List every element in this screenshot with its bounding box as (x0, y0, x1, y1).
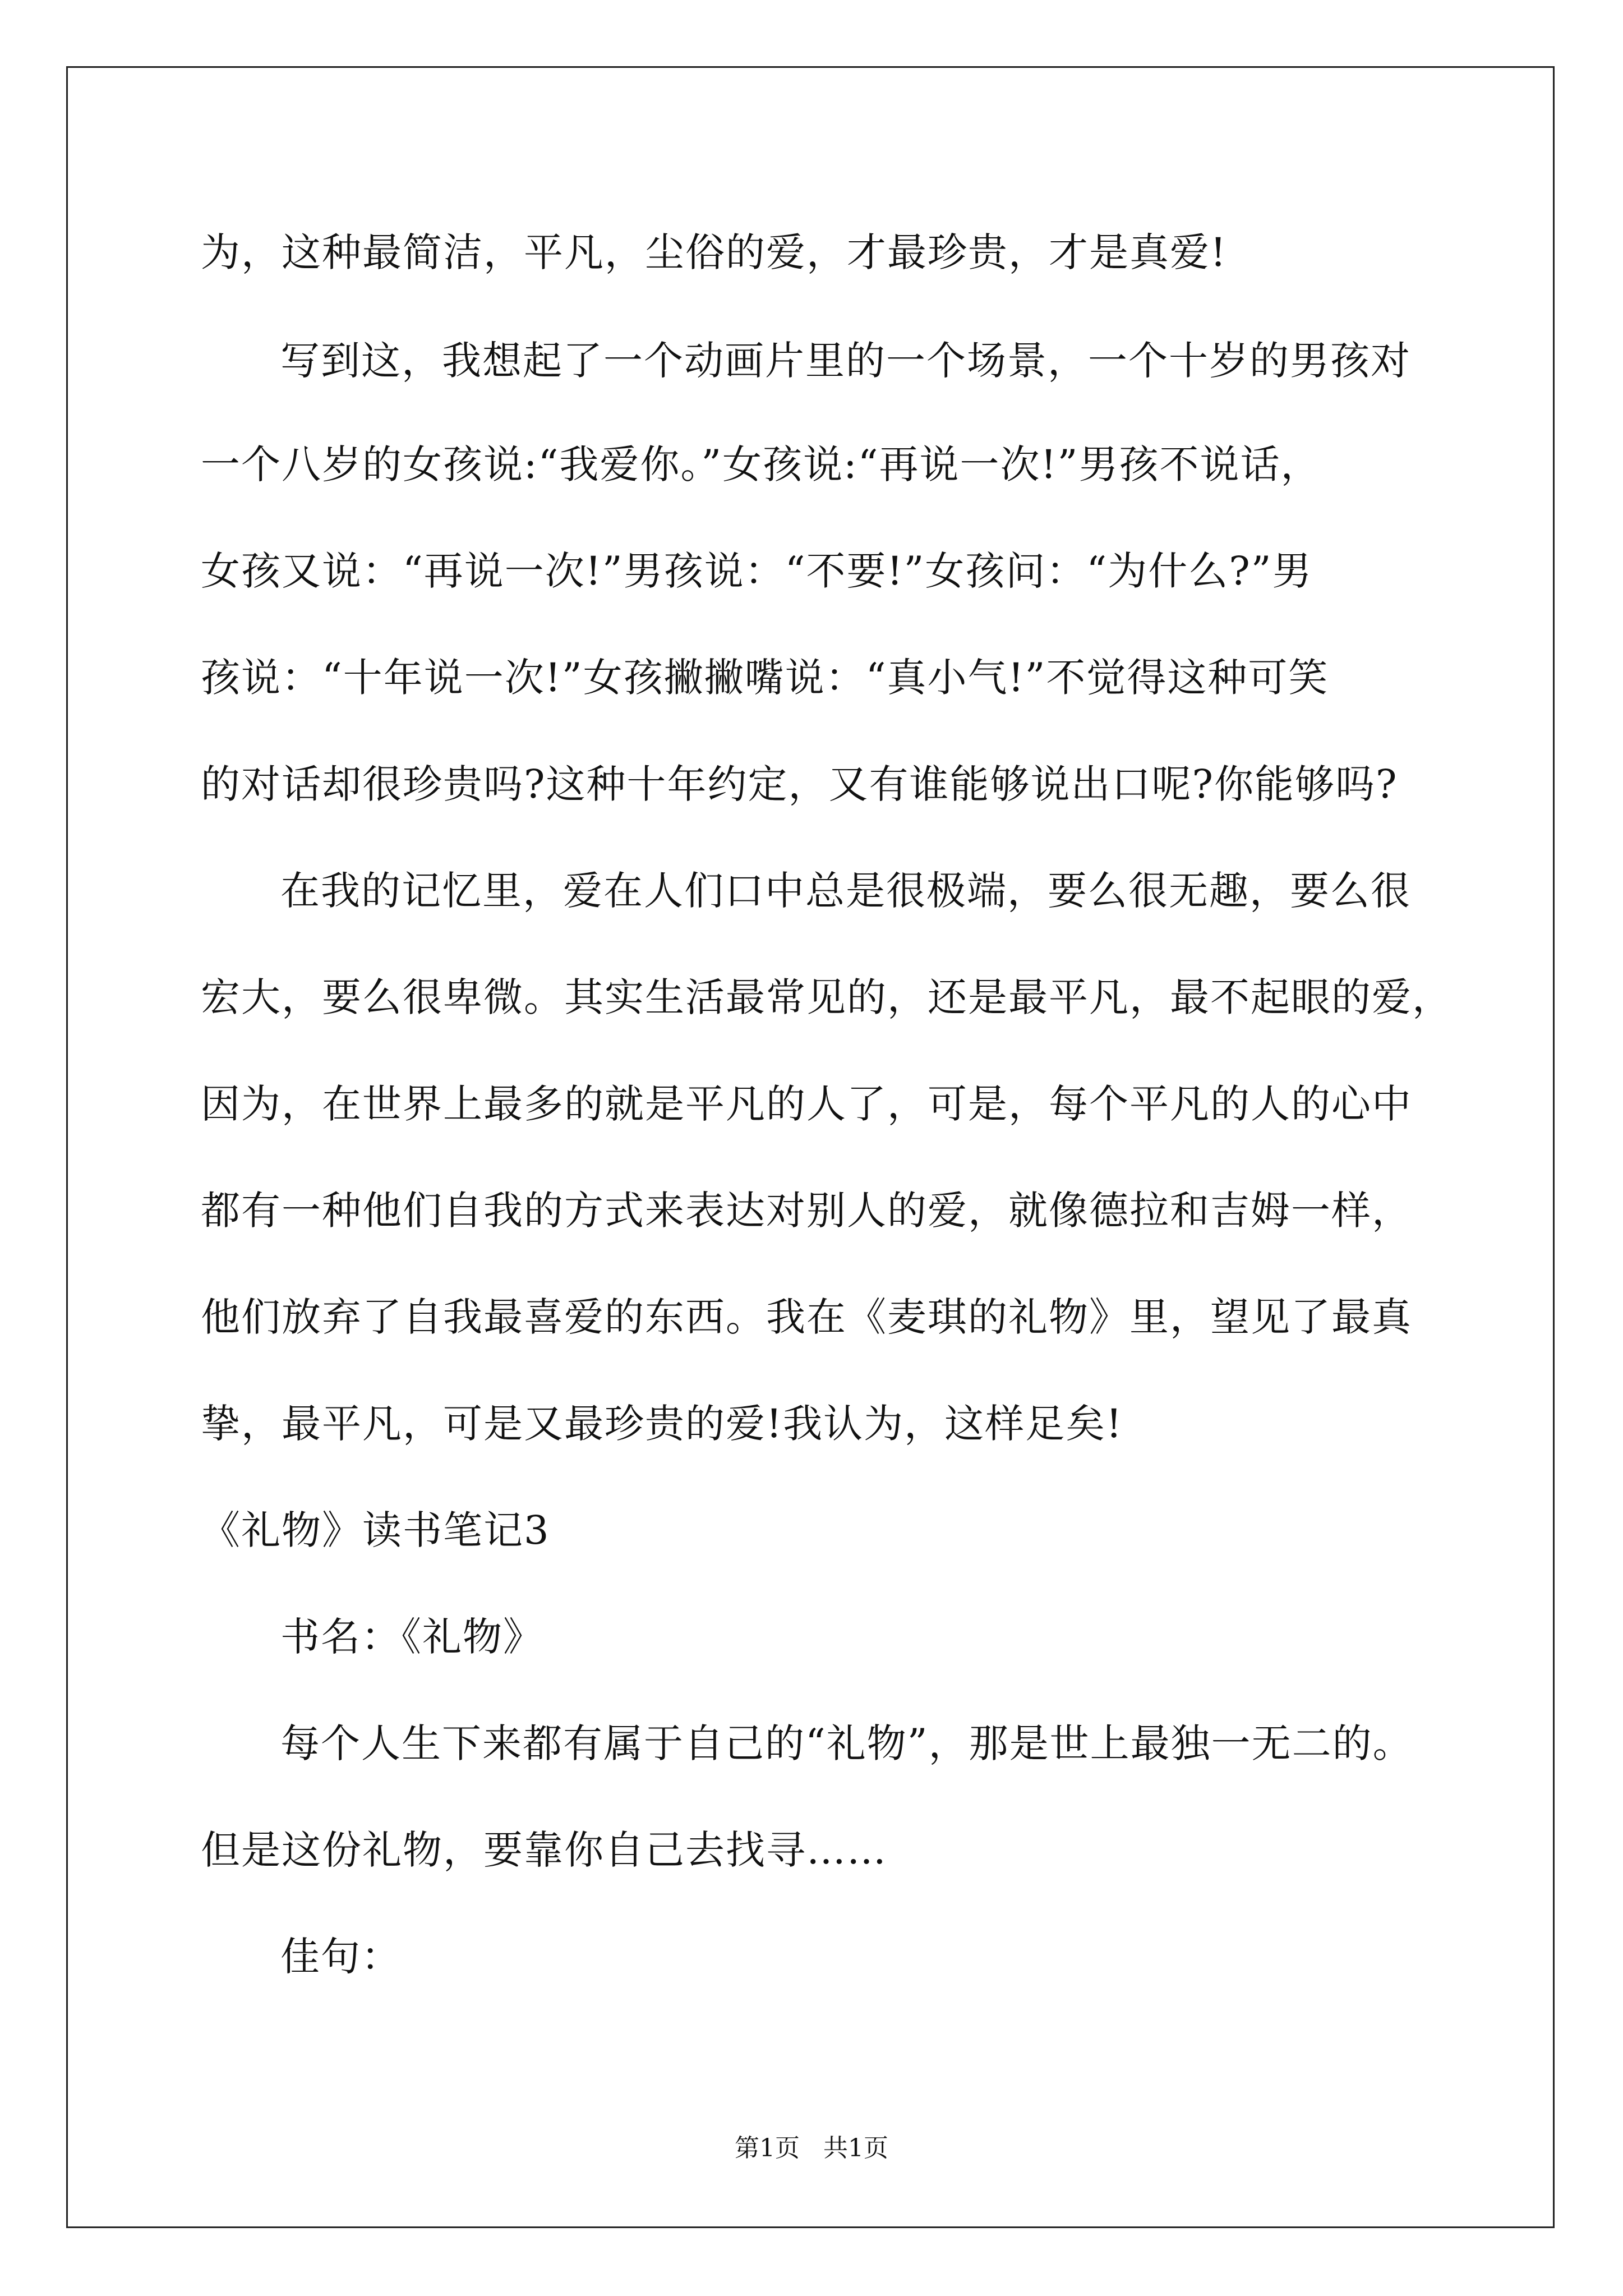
text-line-3: 一个八岁的女孩说:“我爱你。”女孩说:“再说一次!”男孩不说话， (201, 441, 1321, 487)
text-line-7: 在我的记忆里，爱在人们口中总是很极端，要么很无趣，要么很 (280, 868, 1411, 914)
text-line-9: 因为，在世界上最多的就是平凡的人了，可是，每个平凡的人的心中 (201, 1081, 1412, 1127)
text-line-12: 挚，最平凡，可是又最珍贵的爱!我认为，这样足矣! (201, 1401, 1123, 1447)
text-line-book-name: 书名：《礼物》 (280, 1614, 543, 1660)
text-line-8: 宏大，要么很卑微。其实生活最常见的，还是最平凡，最不起眼的爱， (201, 974, 1453, 1020)
text-line-1: 为，这种最简洁，平凡，尘俗的爱，才最珍贵，才是真爱! (201, 229, 1228, 275)
text-line-5: 孩说：“十年说一次!”女孩撇撇嘴说：“真小气!”不觉得这种可笑 (201, 655, 1329, 701)
page-border (66, 66, 1555, 2228)
text-line-2: 写到这，我想起了一个动画片里的一个场景，一个十岁的男孩对 (280, 338, 1411, 384)
page-footer: 第1页 共1页 (735, 2134, 888, 2162)
section-heading: 《礼物》读书笔记3 (201, 1507, 550, 1553)
text-line-4: 女孩又说：“再说一次!”男孩说：“不要!”女孩问：“为什么?”男 (201, 548, 1313, 594)
text-line-17: 佳句： (280, 1934, 402, 1980)
text-line-6: 的对话却很珍贵吗?这种十年约定，又有谁能够说出口呢?你能够吗? (201, 761, 1398, 807)
text-line-16: 但是这份礼物，要靠你自己去找寻…… (201, 1827, 887, 1873)
text-line-15: 每个人生下来都有属于自己的“礼物”，那是世上最独一无二的。 (280, 1720, 1413, 1766)
text-line-10: 都有一种他们自我的方式来表达对别人的爱，就像德拉和吉姆一样， (201, 1188, 1412, 1234)
text-line-11: 他们放弃了自我最喜爱的东西。我在《麦琪的礼物》里，望见了最真 (201, 1294, 1412, 1340)
